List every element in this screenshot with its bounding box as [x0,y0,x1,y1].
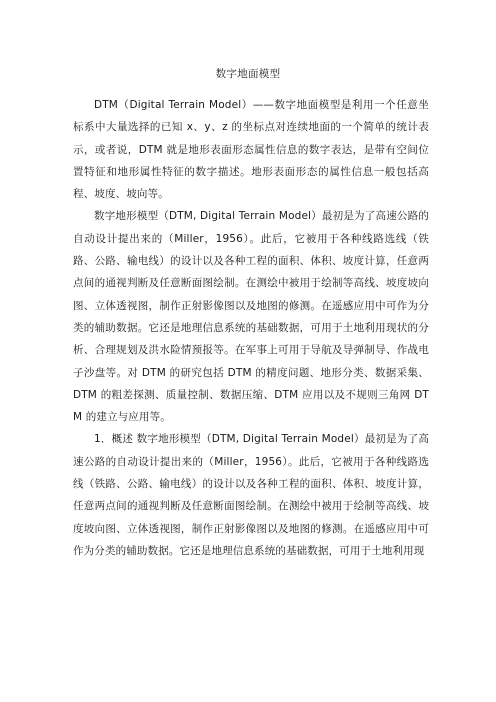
paragraph-history: 数字地形模型（DTM, Digital Terrain Model）最初是为了高速公路的自动设计提出来的（Miller，1956）。此后，它被用于各种线路选线（铁路、公路、输电线）的设计以及各种工程的面积、体积、坡度计算，任意两点间的通视判断及任意断面图绘制。在测绘中被用于绘制等高线、坡度坡向图、立体透视图，制作正射影像图以及地图的修测。在遥感应用中可作为分类的辅助数据。它还是地理信息系统的基础数据，可用于土地利用现状的分析、合理规划及洪水险情预报等。在军事上可用于导航及导弹制导、作战电子沙盘等。对 DTM 的研究包括 DTM 的精度问题、地形分类、数据采集、DTM 的粗差探测、质量控制、数据压缩、DTM 应用以及不规则三角网 DTM 的建立与应用等。 [73,210,429,424]
document-body [73,94,429,562]
document-title: 数字地面模型 [215,68,281,80]
paragraph-definition: DTM（Digital Terrain Model）——数字地面模型是利用一个任意坐标系中大量选择的已知 x、y、z 的坐标点对连续地面的一个简单的统计表示，或者说，DTM 就是地形表面形态属性信息的数字表达，是带有空间位置特征和地形属性特征的数字描述。地形表面形态的属性信息一般包括高程、坡度、坡向等。 [73,99,429,201]
paragraph-overview: 1．概述 数字地形模型（DTM, Digital Terrain Model）最初是为了高速公路的自动设计提出来的（Miller，1956）。此后，它被用于各种线路选线（铁路、公路、输电线）的设计以及各种工程的面积、体积、坡度计算，任意两点间的通视判断及任意断面图绘制。在测绘中被用于绘制等高线、坡度坡向图、立体透视图，制作正射影像图以及地图的修测。在遥感应用中可作为分类的辅助数据。它还是地理信息系统的基础数据，可用于土地利用现 [73,433,429,557]
